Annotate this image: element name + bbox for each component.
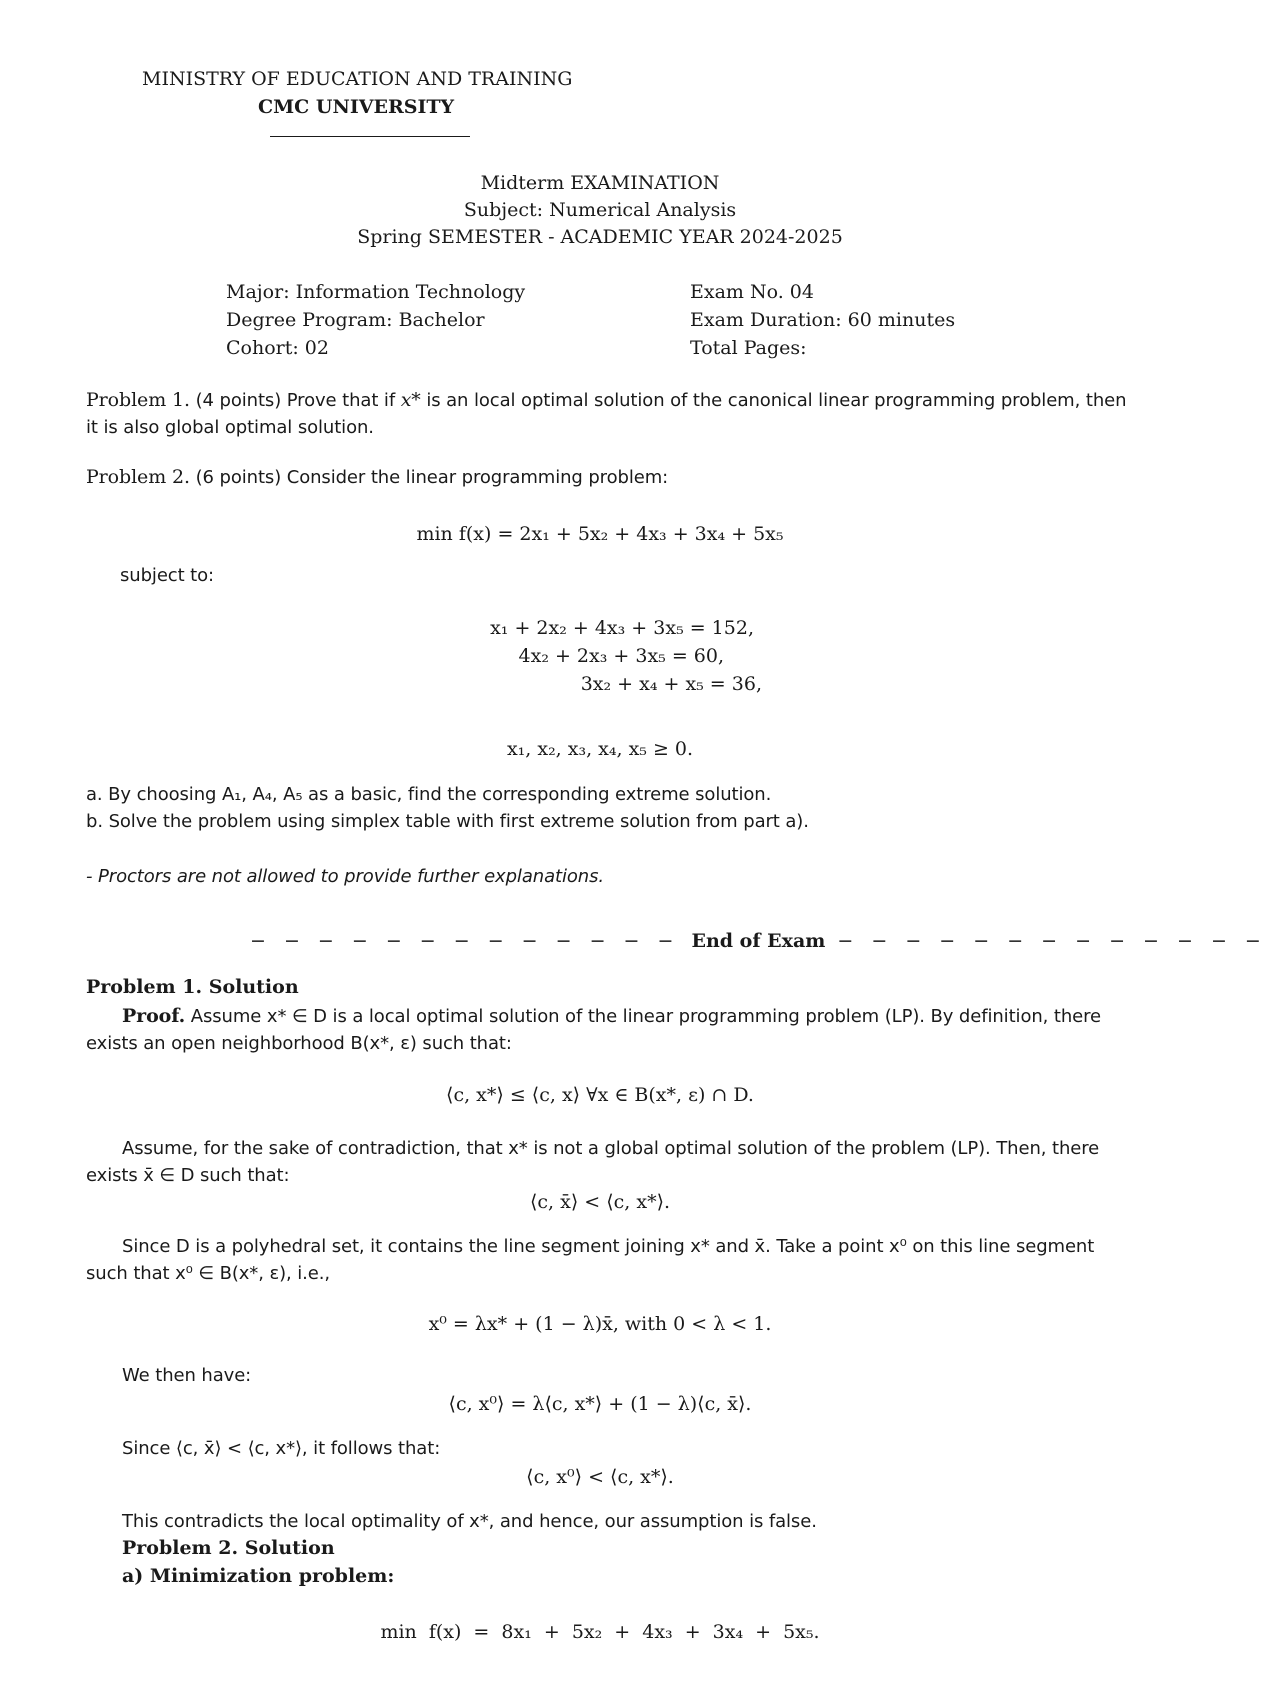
problem-2-label: Problem 2.: [86, 466, 190, 488]
constraint-2: 4x₂ + 2x₃ + 3x₅ = 60,: [518, 645, 724, 667]
exam-semester: Spring SEMESTER - ACADEMIC YEAR 2024-2025: [357, 226, 843, 248]
proctor-note: - Proctors are not allowed to provide further explanations.: [86, 866, 604, 887]
nonnegativity: x₁, x₂, x₃, x₄, x₅ ≥ 0.: [506, 738, 694, 760]
cohort: Cohort: 02: [226, 337, 329, 359]
header-underline: [270, 136, 470, 137]
constraint-3: 3x₂ + x₄ + x₅ = 36,: [580, 673, 762, 695]
solution-2-objective: min f(x) = 8x₁ + 5x₂ + 4x₃ + 3x₄ + 5x₅.: [380, 1621, 820, 1643]
part-a: a. By choosing A₁, A₄, A₅ as a basic, find the corresponding extreme solution.: [86, 784, 772, 805]
exam-number: Exam No. 04: [690, 281, 814, 303]
solution-1-eq3: x⁰ = λx* + (1 − λ)x̄, with 0 < λ < 1.: [428, 1313, 772, 1335]
exam-subject: Subject: Numerical Analysis: [463, 199, 737, 221]
problem-1: [86, 387, 1136, 441]
solution-1-p1: [86, 1003, 1136, 1057]
part-b: b. Solve the problem using simplex table with first extreme solution from part a).: [86, 811, 809, 832]
solution-1-eq4: ⟨c, x⁰⟩ = λ⟨c, x*⟩ + (1 − λ)⟨c, x̄⟩.: [448, 1393, 752, 1415]
solution-1-eq1: ⟨c, x*⟩ ≤ ⟨c, x⟩ ∀x ∈ B(x*, ε) ∩ D.: [446, 1084, 754, 1106]
problem-2-text: (6 points) Consider the linear programming problem:: [195, 467, 669, 488]
degree-program: Degree Program: Bachelor: [226, 309, 485, 331]
solution-1-p1-text: Assume x* ∈ D is a local optimal solution of the linear programming problem (LP). By definition, there exists an open neighborhood B(x*, ε) such that:: [86, 1006, 1102, 1054]
exam-duration: Exam Duration: 60 minutes: [690, 309, 956, 331]
solution-1-eq2: ⟨c, x̄⟩ < ⟨c, x*⟩.: [529, 1191, 671, 1213]
problem-1-text-after: is an local optimal solution of the canonical linear programming problem, then it is also global optimal solution.: [86, 390, 1127, 438]
problem-1-xstar: x*: [400, 389, 421, 411]
solution-1-eq5: ⟨c, x⁰⟩ < ⟨c, x*⟩.: [526, 1466, 674, 1488]
solution-1-p3-text: Since D is a polyhedral set, it contains the line segment joining x* and x̄. Take a point x⁰ on this line segment such that x⁰ ∈ B(x*, ε), i.e.,: [86, 1236, 1095, 1284]
ministry-name: MINISTRY OF EDUCATION AND TRAINING: [142, 68, 573, 90]
problem-2: [86, 464, 1136, 491]
solution-1-p3: [86, 1233, 1136, 1287]
problem-2-objective: min f(x) = 2x₁ + 5x₂ + 4x₃ + 3x₄ + 5x₅: [416, 523, 784, 545]
end-of-exam-line: − − − − − − − − − − − − − End of Exam − − − − − − − − − − − − −: [250, 930, 1267, 952]
solution-1-p2: [86, 1135, 1136, 1189]
constraint-1: x₁ + 2x₂ + 4x₃ + 3x₅ = 152,: [490, 617, 754, 639]
solution-2-sub-a: a) Minimization problem:: [122, 1565, 395, 1587]
major: Major: Information Technology: [226, 281, 526, 303]
solution-1-p5: Since ⟨c, x̄⟩ < ⟨c, x*⟩, it follows that:: [122, 1438, 441, 1459]
total-pages: Total Pages:: [690, 337, 807, 359]
proof-label: Proof.: [122, 1005, 186, 1027]
problem-1-text-before: (4 points) Prove that if: [195, 390, 396, 411]
problem-1-label: Problem 1.: [86, 389, 190, 411]
solution-1-heading: Problem 1. Solution: [86, 976, 299, 998]
solution-1-p4: We then have:: [122, 1365, 252, 1386]
end-of-exam-label: End of Exam: [691, 930, 826, 952]
exam-title: Midterm EXAMINATION: [480, 172, 720, 194]
subject-to: subject to:: [120, 565, 214, 586]
solution-2-heading: Problem 2. Solution: [122, 1537, 335, 1559]
solution-1-p2-text: Assume, for the sake of contradiction, that x* is not a global optimal solution of the problem (LP). Then, there exists x̄ ∈ D such that:: [86, 1138, 1100, 1186]
university-name: CMC UNIVERSITY: [258, 96, 455, 118]
solution-1-p6: This contradicts the local optimality of x*, and hence, our assumption is false.: [122, 1511, 817, 1532]
